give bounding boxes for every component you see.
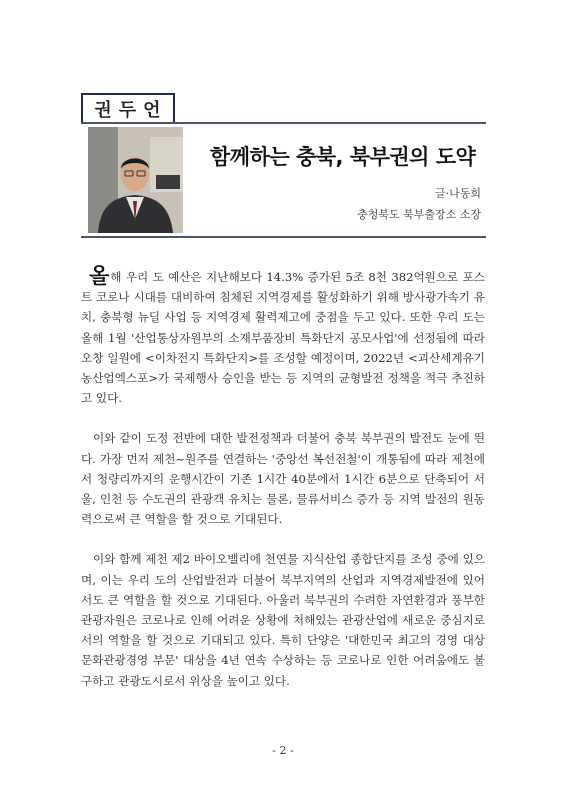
section-header-box xyxy=(81,93,175,124)
article-title: 함께하는 충북, 북부권의 도약 xyxy=(210,145,476,169)
paragraph-2: 이와 같이 도정 전반에 대한 발전정책과 더불어 충북 북부권의 발전도 눈에 띈다. 가장 먼저 제천~원주를 연결하는 '중앙선 복선전철'이 개통됨에 따라 제천에서 청량리까지의 운행시간이 기존 1시간 40분에서 1시간 6분으로 단축되어 서울, 인천 등 수도권의 관광객 유치는 물론, 물류서비스 증가 등 지역 발전의 원동력으로써 큰 역할을 할 것으로 기대된다. xyxy=(81,431,485,527)
section-header-label: 권두언 xyxy=(94,99,168,121)
drop-cap: 올 xyxy=(89,264,110,288)
paragraph-1 xyxy=(81,266,485,408)
paragraph-1-text: 해 우리 도 예산은 지난해보다 14.3% 증가된 5조 8천 382억원으로 포스트 코로나 시대를 대비하여 침체된 지역경제를 활성화하기 위해 방사광가속기 유치, 충북형 뉴딜 사업 등 지역경제 활력제고에 중점을 두고 있다. 또한 우리 도는 올해 1월 '산업통상자원부의 소재부품장비 특화단지 공모사업'에 선정됨에 따라 오창 일원에 <이차전지 특화단지>를 조성할 예정이며, 2022년 <괴산세계유기농산업엑스포>가 국제행사 승인을 받는 등 지역의 균형발전 정책을 적극 추진하고 있다. xyxy=(81,270,485,406)
header-divider-top xyxy=(81,122,486,124)
article-body xyxy=(81,266,485,711)
author-portrait-photo xyxy=(88,127,183,233)
header-divider-bottom xyxy=(81,236,486,238)
page-number: - 2 - xyxy=(272,744,294,757)
author-position: 충청북도 북부출장소 소장 xyxy=(357,208,481,221)
author-name: 글·나동희 xyxy=(434,187,481,200)
paragraph-3: 이와 함께 제천 제2 바이오밸리에 천연물 지식산업 종합단지를 조성 중에 있으며, 이는 우리 도의 산업발전과 더불어 북부지역의 산업과 지역경제발전에 있어서도 큰 역할을 할 것으로 기대된다. 아울러 북부권의 수려한 자연환경과 풍부한 관광자원은 코로나로 인해 어려운 상황에 처해있는 관광산업에 새로운 중심지로서의 역할을 할 것으로 기대되고 있다. 특히 단양은 '대한민국 최고의 경영 대상 문화관광경영 부문' 대상을 4년 연속 수상하는 등 코로나로 인한 어려움에도 불구하고 관광도시로서 위상을 높이고 있다. xyxy=(81,552,485,688)
author-portrait-icon xyxy=(88,127,183,233)
